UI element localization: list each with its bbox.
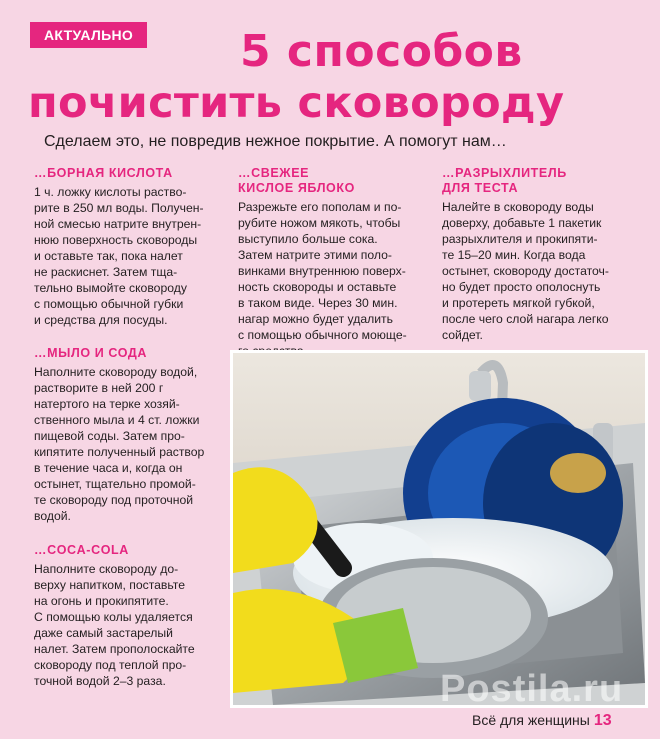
page-footer <box>472 712 612 730</box>
method-text: 1 ч. ложку кислоты раство- рите в 250 мл воды. Получен- ной смесью натрите внутрен- нюю поверхность сковороды и оставьте так, пока налет не раскиснет. Затем тща- тельно вымойте сковороду с помощью обычной губки и средства для посуды. <box>34 185 204 327</box>
method-heading: …МЫЛО И СОДА <box>34 346 147 360</box>
method-text: Разрежьте его пополам и по- рубите ножом мякоть, чтобы выступило больше сока. Затем натрите этими поло- винками внутреннюю поверх- ность сковороды и оставьте в таком виде. Через 30 мин. нагар можно будет удалить с помощью обычного моюще- <box>238 200 407 342</box>
method-baking-powder <box>442 166 647 343</box>
method-coca-cola <box>34 543 234 689</box>
method-soap-soda <box>34 346 234 524</box>
subtitle: Сделаем это, не повредив нежное покрытие. А помогут нам… <box>44 133 507 150</box>
sink-illustration <box>233 353 645 705</box>
watermark: Postila.ru <box>440 668 624 710</box>
method-boric-acid <box>34 166 234 328</box>
method-heading: …БОРНАЯ КИСЛОТА <box>34 166 173 180</box>
method-heading: …COCA-COLA <box>34 543 129 557</box>
faucet-head <box>469 371 491 401</box>
sponge-brown <box>550 453 606 493</box>
sink-photo <box>230 350 648 708</box>
page-title-line2: почистить сковороду <box>28 78 565 128</box>
method-apple <box>238 166 438 359</box>
page-title-line1: 5 способов <box>240 26 523 77</box>
method-heading: …РАЗРЫХЛИТЕЛЬ ДЛЯ ТЕСТА <box>442 166 567 195</box>
method-text: Наполните сковороду до- верху напитком, поставьте на огонь и прокипятите. С помощью колы удаляется даже самый застарелый налет. Затем прополоскайте сковороду под теплой про- точной водой 2–3 раза. <box>34 562 195 688</box>
page-number: 13 <box>593 712 612 729</box>
magazine-name: Всё для женщины <box>472 712 590 728</box>
method-heading: …СВЕЖЕЕ КИСЛОЕ ЯБЛОКО <box>238 166 355 195</box>
rubric-label: АКТУАЛЬНО <box>30 22 147 48</box>
method-text: Наполните сковороду водой, растворите в ней 200 г натертого на терке хозяй- ственного мыла и 4 ст. ложки пищевой соды. Затем про- кипятите полученный раствор в течение часа и, когда он остынет, тщательно промой- те сковороду под проточной водой. <box>34 365 205 523</box>
method-text: Налейте в сковороду воды доверху, добавьте 1 пакетик разрыхлителя и прокипяти- те 15–20 мин. Когда вода остынет, сковороду достаточ- но будет просто ополоснуть и протереть мягкой губкой, после чего слой нагара легко сойдет. <box>442 200 609 342</box>
